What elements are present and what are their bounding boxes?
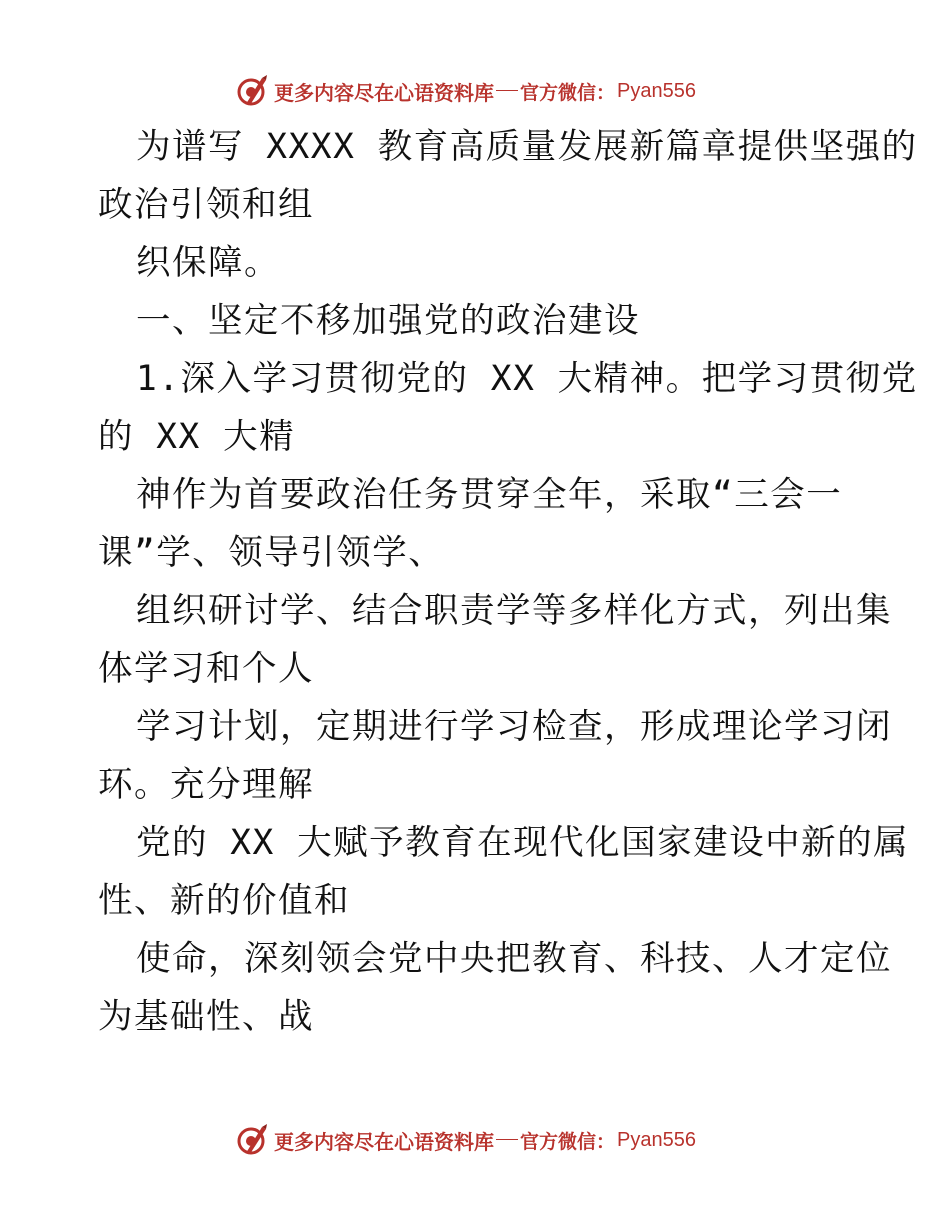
text-line: 组织研讨学、结合职责学等多样化方式，列出集: [136, 591, 892, 631]
text-line: 1.深入学习贯彻党的 XX 大精神。把学习贯彻党: [136, 359, 918, 399]
text-line: 体学习和个人: [98, 649, 314, 689]
text-line: 为谱写 XXXX 教育高质量发展新篇章提供坚强的: [136, 127, 918, 167]
quill-logo-icon: [236, 74, 270, 108]
text-line: 课”学、领导引领学、: [98, 533, 445, 573]
text-line: 的 XX 大精: [98, 417, 296, 457]
text-line: 为基础性、战: [98, 997, 314, 1037]
banner-wechat-label: 官方微信：: [520, 1130, 616, 1153]
text-line: 政治引领和组: [98, 185, 314, 225]
section-heading: 一、坚定不移加强党的政治建设: [136, 301, 640, 341]
banner-wechat-label: 官方微信：: [520, 81, 616, 104]
text-line: 使命，深刻领会党中央把教育、科技、人才定位: [136, 939, 892, 979]
footer-banner: [236, 1122, 696, 1158]
text-line: 神作为首要政治任务贯穿全年，采取“三会一: [136, 475, 843, 515]
quill-logo-icon: [236, 1123, 270, 1157]
text-line: 环。充分理解: [98, 765, 314, 805]
banner-site-text: 更多内容尽在心语资料库: [274, 1129, 494, 1154]
banner-dash: [496, 1139, 518, 1140]
banner-dash: [496, 90, 518, 91]
text-line: 织保障。: [136, 243, 280, 283]
text-line: 性、新的价值和: [98, 881, 350, 921]
text-line: 学习计划，定期进行学习检查，形成理论学习闭: [136, 707, 892, 747]
banner-wechat-id: Pyan556: [617, 79, 696, 102]
text-line: 党的 XX 大赋予教育在现代化国家建设中新的属: [136, 823, 910, 863]
banner-wechat-id: Pyan556: [617, 1128, 696, 1151]
header-banner: [236, 73, 696, 109]
banner-site-text: 更多内容尽在心语资料库: [274, 80, 494, 105]
